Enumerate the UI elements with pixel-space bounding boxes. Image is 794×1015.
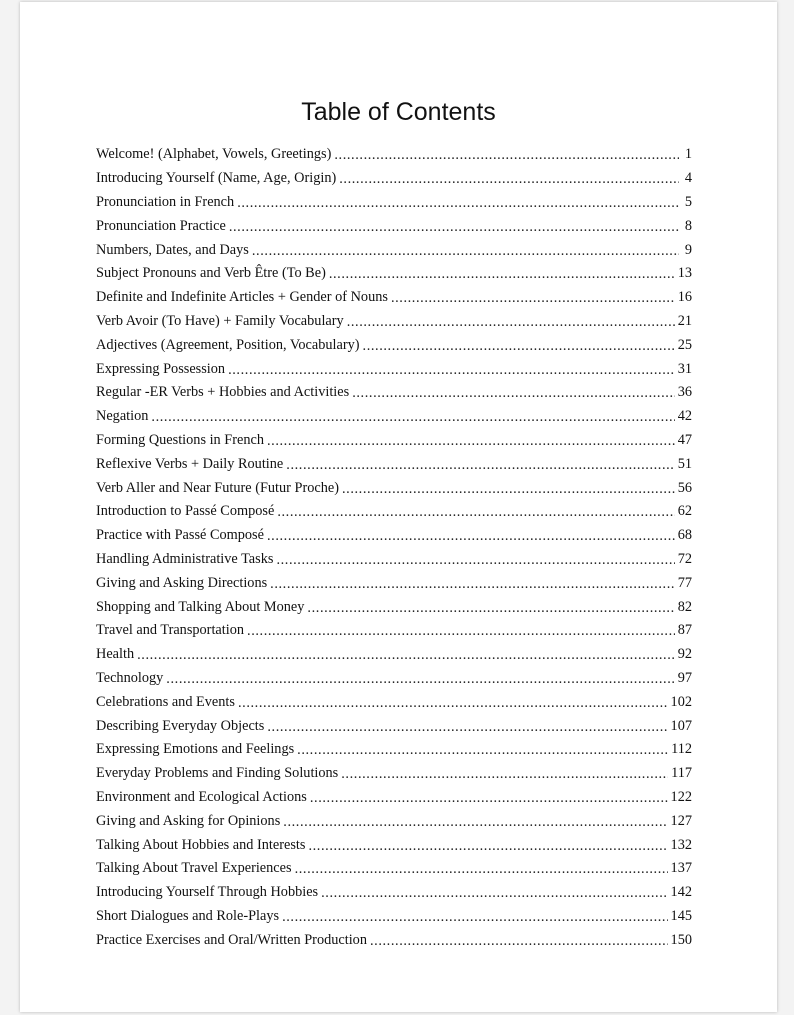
toc-dot-leader [370,933,668,950]
toc-dot-leader [228,362,675,379]
toc-page-number: 51 [677,455,692,472]
toc-page-number: 8 [684,217,692,234]
toc-entry-title: Introducing Yourself (Name, Age, Origin) [96,170,337,187]
toc-entry[interactable] [96,643,692,667]
toc-dot-leader [151,409,674,426]
toc-dot-leader [282,909,667,926]
toc-dot-leader [283,814,667,831]
toc-dot-leader [286,457,674,474]
toc-dot-leader [267,528,675,545]
toc-dot-leader [238,695,668,712]
toc-page-number: 68 [677,527,692,544]
toc-dot-leader [270,576,675,593]
toc-entry[interactable] [96,667,692,691]
toc-entry[interactable] [96,476,692,500]
toc-page-number: 72 [677,550,692,567]
toc-page-number: 47 [677,431,692,448]
toc-entry[interactable] [96,833,692,857]
toc-page-number: 77 [677,574,692,591]
toc-entry-title: Verb Avoir (To Have) + Family Vocabulary [96,312,344,329]
toc-entry-title: Adjectives (Agreement, Position, Vocabulary) [96,336,360,353]
toc-page-number: 122 [670,788,692,805]
toc-dot-leader [308,838,667,855]
toc-entry[interactable] [96,881,692,905]
toc-entry[interactable] [96,548,692,572]
toc-page-number: 1 [684,146,692,163]
toc-page-number: 31 [677,360,692,377]
toc-dot-leader [307,600,674,617]
toc-entry-title: Everyday Problems and Finding Solutions [96,765,339,782]
toc-page-number: 62 [677,503,692,520]
toc-dot-leader [321,885,667,902]
toc-page-number: 132 [670,836,692,853]
toc-entry[interactable] [96,191,692,215]
toc-dot-leader [310,790,668,807]
toc-entry-title: Numbers, Dates, and Days [96,241,249,258]
toc-page-number: 9 [684,241,692,258]
toc-dot-leader [341,766,668,783]
toc-entry-title: Practice Exercises and Oral/Written Production [96,931,367,948]
toc-page-number: 13 [677,265,692,282]
toc-entry[interactable] [96,429,692,453]
toc-dot-leader [391,290,675,307]
toc-entry-title: Short Dialogues and Role-Plays [96,907,280,924]
toc-dot-leader [297,742,668,759]
toc-page-number: 112 [671,741,692,758]
toc-entry-title: Describing Everyday Objects [96,717,265,734]
toc-entry-title: Environment and Ecological Actions [96,788,307,805]
toc-page-number: 56 [677,479,692,496]
toc-entry[interactable] [96,762,692,786]
toc-dot-leader [347,314,675,331]
toc-page-number: 127 [670,812,692,829]
toc-entry[interactable] [96,405,692,429]
toc-dot-leader [276,552,674,569]
toc-entry[interactable] [96,809,692,833]
toc-dot-leader [252,243,679,260]
toc-entry[interactable] [96,238,692,262]
toc-page-number: 4 [684,170,692,187]
toc-entry[interactable] [96,286,692,310]
toc-entry-title: Forming Questions in French [96,431,264,448]
toc-dot-leader [267,719,667,736]
toc-entry-title: Celebrations and Events [96,693,235,710]
toc-entry[interactable] [96,262,692,286]
toc-entry-title: Shopping and Talking About Money [96,598,305,615]
toc-entry-title: Handling Administrative Tasks [96,550,274,567]
toc-entry-title: Expressing Emotions and Feelings [96,741,295,758]
toc-entry[interactable] [96,357,692,381]
toc-entry-title: Practice with Passé Composé [96,527,264,544]
toc-page-number: 82 [677,598,692,615]
toc-entry-title: Pronunciation in French [96,193,235,210]
toc-entry-title: Talking About Hobbies and Interests [96,836,306,853]
toc-entry[interactable] [96,571,692,595]
toc-entry[interactable] [96,214,692,238]
toc-dot-leader [295,861,668,878]
toc-dot-leader [166,671,674,688]
toc-entry[interactable] [96,500,692,524]
toc-entry[interactable] [96,905,692,929]
table-of-contents [96,143,692,952]
toc-dot-leader [352,385,675,402]
toc-entry[interactable] [96,738,692,762]
toc-entry[interactable] [96,333,692,357]
toc-entry-title: Technology [96,669,164,686]
toc-entry-title: Introducing Yourself Through Hobbies [96,884,319,901]
toc-entry-title: Expressing Possession [96,360,226,377]
toc-entry[interactable] [96,786,692,810]
toc-dot-leader [339,171,679,188]
toc-entry-title: Verb Aller and Near Future (Futur Proche) [96,479,339,496]
toc-dot-leader [363,338,675,355]
toc-dot-leader [334,147,679,164]
toc-entry-title: Definite and Indefinite Articles + Gender of Nouns [96,289,388,306]
toc-entry[interactable] [96,619,692,643]
toc-entry[interactable] [96,690,692,714]
toc-dot-leader [247,623,675,640]
toc-entry[interactable] [96,167,692,191]
toc-entry-title: Giving and Asking Directions [96,574,268,591]
toc-entry[interactable] [96,928,692,952]
toc-entry[interactable] [96,381,692,405]
toc-page-number: 21 [677,312,692,329]
toc-page-number: 36 [677,384,692,401]
toc-entry-title: Welcome! (Alphabet, Vowels, Greetings) [96,146,332,163]
toc-entry-title: Travel and Transportation [96,622,245,639]
toc-dot-leader [237,195,679,212]
toc-entry[interactable] [96,857,692,881]
page-title: Table of Contents [301,98,496,126]
toc-entry-title: Subject Pronouns and Verb Être (To Be) [96,265,326,282]
toc-page-number: 102 [670,693,692,710]
toc-entry-title: Giving and Asking for Opinions [96,812,281,829]
toc-entry-title: Regular -ER Verbs + Hobbies and Activities [96,384,350,401]
toc-page-number: 42 [677,408,692,425]
toc-entry[interactable] [96,452,692,476]
toc-page-number: 107 [670,717,692,734]
toc-entry-title: Talking About Travel Experiences [96,860,292,877]
toc-dot-leader [329,266,675,283]
toc-page-number: 142 [670,884,692,901]
toc-entry-title: Health [96,646,135,663]
toc-page-number: 25 [677,336,692,353]
toc-page-number: 92 [677,646,692,663]
toc-entry-title: Negation [96,408,149,425]
toc-page-number: 117 [671,765,692,782]
toc-dot-leader [342,481,675,498]
toc-entry[interactable] [96,714,692,738]
toc-entry[interactable] [96,310,692,334]
toc-entry-title: Reflexive Verbs + Daily Routine [96,455,284,472]
toc-page-number: 87 [677,622,692,639]
toc-dot-leader [267,433,675,450]
toc-page-number: 150 [670,931,692,948]
toc-entry-title: Pronunciation Practice [96,217,226,234]
toc-page-number: 16 [677,289,692,306]
toc-entry[interactable] [96,524,692,548]
toc-page-number: 97 [677,669,692,686]
toc-dot-leader [229,219,679,236]
toc-dot-leader [277,504,674,521]
toc-entry-title: Introduction to Passé Composé [96,503,275,520]
document-page [20,2,777,1012]
toc-page-number: 145 [670,907,692,924]
toc-dot-leader [137,647,675,664]
toc-entry[interactable] [96,143,692,167]
toc-entry[interactable] [96,595,692,619]
toc-page-number: 137 [670,860,692,877]
toc-page-number: 5 [684,193,692,210]
